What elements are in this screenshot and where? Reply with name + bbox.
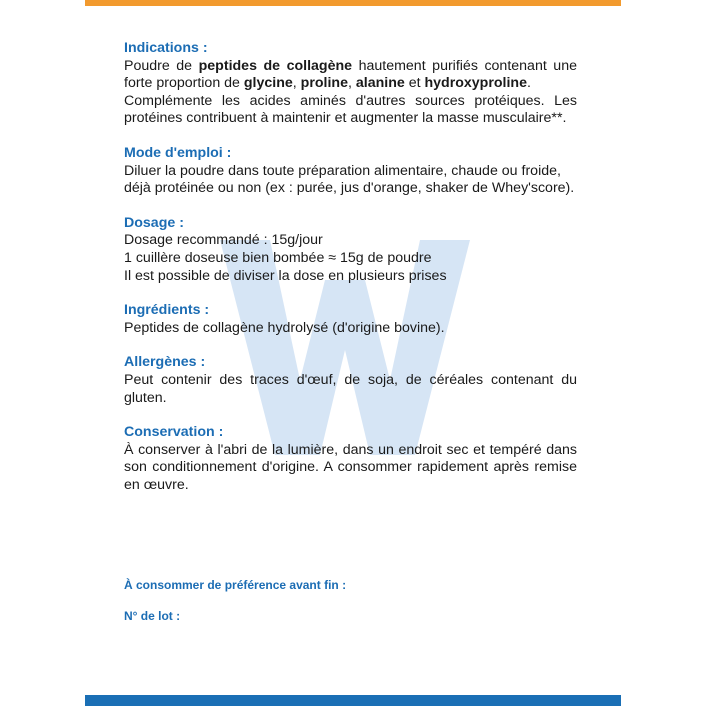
section-indications <box>124 40 577 128</box>
section-ingredients <box>124 302 577 337</box>
text-bold: peptides de collagène <box>198 57 353 74</box>
text-bold: hydroxyproline <box>424 75 527 92</box>
text-run: Poudre de <box>124 57 199 74</box>
product-info <box>124 40 577 511</box>
text-bold: alanine <box>355 75 405 92</box>
text-run: , <box>292 75 301 92</box>
text-run: hautement purifiés contenant une forte proportion de <box>124 57 577 92</box>
allergenes-heading: Allergènes : <box>124 354 206 371</box>
top-accent-bar <box>85 0 621 6</box>
text-bold: proline <box>300 75 348 92</box>
text-run: et <box>404 75 425 92</box>
text-bold: glycine <box>243 75 293 92</box>
section-mode-emploi <box>124 145 577 198</box>
mode-emploi-heading: Mode d'emploi : <box>124 144 232 161</box>
allergenes-text: Peut contenir des traces d'œuf, de soja, de céréales contenant du gluten. <box>124 371 577 406</box>
indications-paragraph-2: Complémente les acides aminés d'autres sources protéiques. Les protéines contribuent à maintenir et augmenter la masse musculaire**. <box>124 92 577 127</box>
mode-emploi-text: Diluer la poudre dans toute préparation alimentaire, chaude ou froide, déjà protéinée ou non (ex : purée, jus d'orange, shaker de Whey'score). <box>124 162 575 197</box>
conservation-text: À conserver à l'abri de la lumière, dans un endroit sec et tempéré dans son conditionnement d'origine. A consommer rapidement après remise en œuvre. <box>124 441 577 493</box>
ingredients-text: Peptides de collagène hydrolysé (d'origine bovine). <box>124 319 445 336</box>
bottom-accent-bar <box>85 695 621 706</box>
lot-number-label: N° de lot : <box>124 609 181 623</box>
section-dosage <box>124 215 577 285</box>
section-allergenes <box>124 354 577 407</box>
conservation-heading: Conservation : <box>124 424 224 441</box>
dosage-line: Dosage recommandé : 15g/jour <box>124 232 323 249</box>
dosage-line: 1 cuillère doseuse bien bombée ≈ 15g de poudre <box>124 249 432 266</box>
text-run: . <box>526 75 531 92</box>
text-run: , <box>347 75 356 92</box>
dosage-line: Il est possible de diviser la dose en plusieurs prises <box>124 267 447 284</box>
section-conservation <box>124 424 577 494</box>
dosage-heading: Dosage : <box>124 214 184 231</box>
best-before-label: À consommer de préférence avant fin : <box>124 578 347 592</box>
indications-heading: Indications : <box>124 40 208 56</box>
ingredients-heading: Ingrédients : <box>124 302 210 319</box>
indications-paragraph-1 <box>124 58 577 93</box>
